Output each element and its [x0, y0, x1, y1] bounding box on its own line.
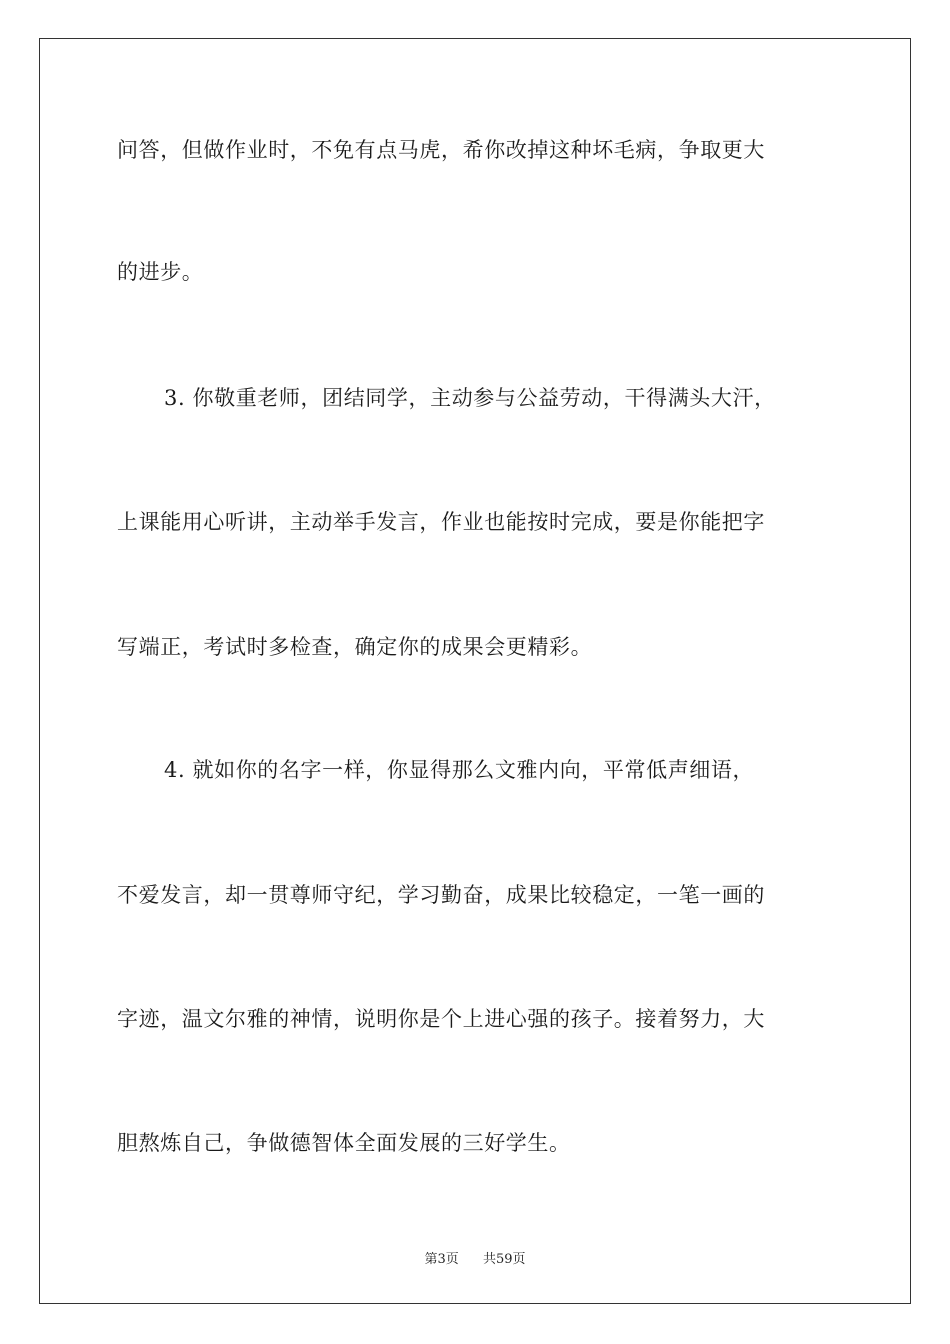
page-footer	[0, 1248, 950, 1267]
text-line: 的进步。	[117, 260, 204, 284]
page-number: 第3页	[424, 1252, 459, 1267]
text-line: 字迹，温文尔雅的神情，说明你是个上进心强的孩子。接着努力，大	[117, 1007, 765, 1031]
total-pages: 共59页	[483, 1252, 526, 1267]
text-line: 胆熬炼自己，争做德智体全面发展的三好学生。	[117, 1131, 571, 1155]
paragraph-3-start: 3. 你敬重老师，团结同学，主动参与公益劳动，干得满头大汗，	[164, 386, 776, 410]
text-line: 写端正，考试时多检查，确定你的成果会更精彩。	[117, 635, 593, 659]
text-line: 上课能用心听讲，主动举手发言，作业也能按时完成，要是你能把字	[117, 510, 765, 534]
text-line: 不爱发言，却一贯尊师守纪，学习勤奋，成果比较稳定，一笔一画的	[117, 883, 765, 907]
paragraph-4-start: 4. 就如你的名字一样，你显得那么文雅内向，平常低声细语，	[164, 758, 755, 782]
page-frame	[39, 38, 911, 1304]
text-line: 问答，但做作业时，不免有点马虎，希你改掉这种坏毛病，争取更大	[117, 138, 765, 162]
